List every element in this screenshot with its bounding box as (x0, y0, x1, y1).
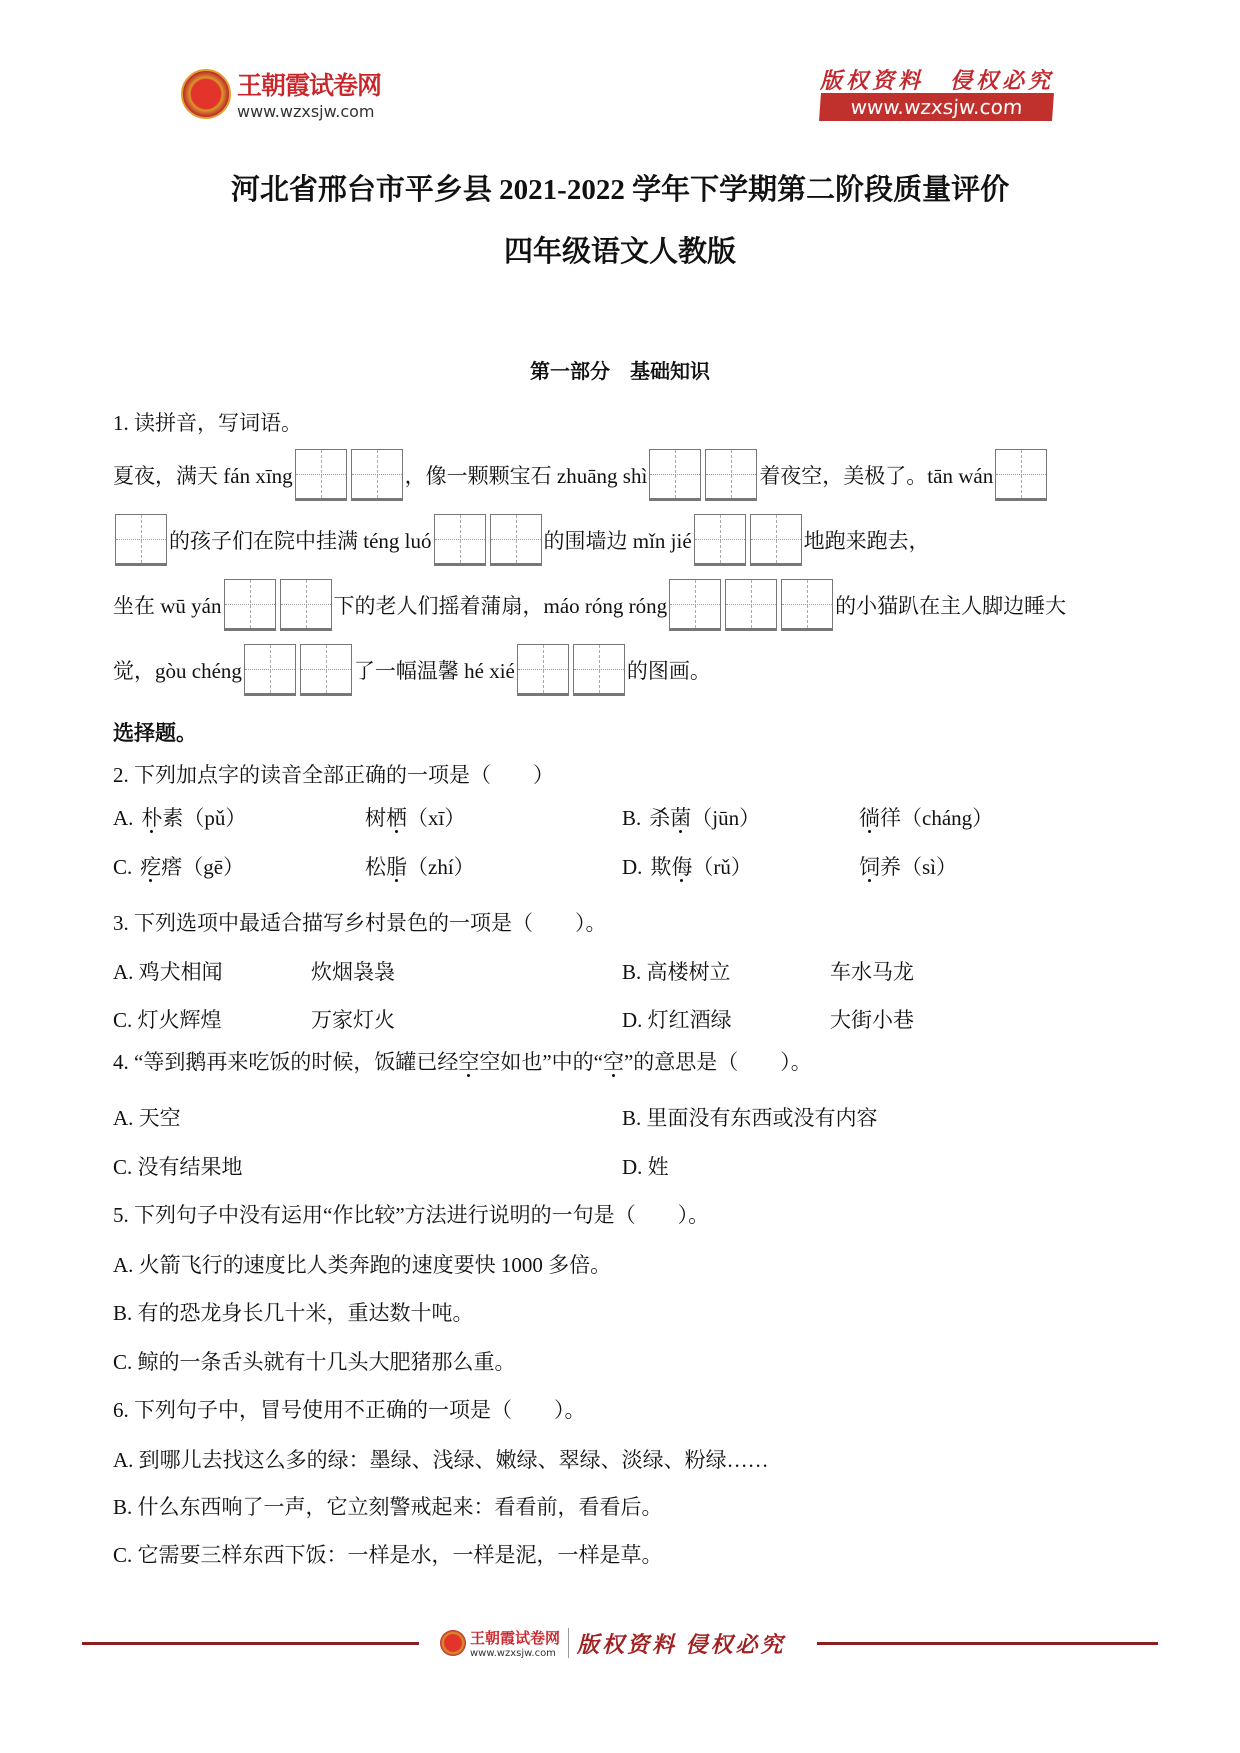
q1-text: 的围墙边 mǐn jié (543, 529, 692, 553)
q2-option (365, 803, 465, 833)
q1-line-2 (113, 512, 930, 568)
answer-box[interactable] (115, 514, 167, 566)
q1-text: 下的老人们摇着蒲扇，máo róng róng (333, 594, 668, 618)
q1-text: 坐在 wū yán (113, 594, 222, 618)
q2-option (859, 852, 957, 882)
q1-text: ，像一颗颗宝石 zhuāng shì (404, 464, 648, 488)
footer-logo-name: 王朝霞试卷网 (470, 1629, 561, 1647)
q6-prompt: 6. 下列句子中，冒号使用不正确的一项是（ ）。 (113, 1398, 586, 1422)
copyright-url: www.wzxsjw.com (819, 93, 1054, 121)
q6-option-b[interactable]: B. 什么东西响了一声，它立刻警戒起来：看看前，看看后。 (113, 1495, 663, 1519)
q1-text: 夏夜，满天 fán xīng (113, 464, 293, 488)
q1-text: 地跑来跑去， (803, 529, 930, 553)
q3-option-text: 炊烟袅袅 (311, 960, 395, 984)
q2-option-text: 树 (365, 806, 386, 830)
answer-box[interactable] (224, 579, 276, 631)
answer-box[interactable] (649, 449, 701, 501)
q2-option-label: D. (622, 855, 643, 879)
page-subtitle: 四年级语文人教版 (503, 236, 736, 268)
q1-text: 了一幅温馨 hé xié (353, 659, 515, 683)
copyright-notice: 版权资料 侵权必究 (820, 68, 1055, 93)
footer-seal-icon (440, 1630, 466, 1656)
footer-separator (568, 1628, 569, 1658)
answer-box[interactable] (490, 514, 542, 566)
answer-box[interactable] (705, 449, 757, 501)
footer-slogan: 版权资料 侵权必究 (577, 1631, 786, 1657)
q1-line-1 (113, 447, 1049, 503)
q2-option-text: 欺 (650, 855, 672, 879)
answer-box[interactable] (725, 579, 777, 631)
answer-box[interactable] (351, 449, 403, 501)
q2-option[interactable] (113, 852, 244, 882)
q4-dotted-char: 空 (602, 1050, 624, 1074)
q2-option-text: 养（sì） (880, 855, 958, 879)
answer-box[interactable] (669, 579, 721, 631)
footer-divider-right (817, 1642, 1158, 1645)
q3-option-c[interactable]: C. 灯火辉煌 (113, 1008, 222, 1032)
q4-options-row-1 (0, 1103, 1240, 1133)
q2-option-label: C. (113, 855, 133, 879)
q1-line-4 (113, 642, 711, 698)
q3-option-text: 万家灯火 (311, 1008, 395, 1032)
q6-option-a[interactable]: A. 到哪儿去找这么多的绿：墨绿、浅绿、嫩绿、翠绿、淡绿、粉绿…… (113, 1448, 769, 1472)
answer-box[interactable] (434, 514, 486, 566)
footer-logo (440, 1627, 786, 1659)
answer-box[interactable] (280, 579, 332, 631)
q2-option-text: （rǔ） (692, 855, 752, 879)
q3-option-b[interactable]: B. 高楼树立 (622, 960, 731, 984)
q4-dotted-char: 空 (458, 1050, 480, 1074)
q2-dotted-char: 疙 (140, 855, 162, 879)
answer-box[interactable] (244, 644, 296, 696)
q2-option (859, 803, 993, 833)
q1-line-3 (113, 577, 1066, 633)
q4-options-row-2 (0, 1152, 1240, 1182)
q2-option-text: （zhí） (407, 855, 475, 879)
q2-option-text: 徉（cháng） (880, 806, 994, 830)
q2-dotted-char: 栖 (386, 806, 407, 830)
q2-option[interactable] (622, 852, 752, 882)
q3-prompt: 3. 下列选项中最适合描写乡村景色的一项是（ ）。 (113, 911, 607, 935)
answer-box[interactable] (517, 644, 569, 696)
q4-option-d[interactable]: D. 姓 (622, 1155, 669, 1179)
q2-dotted-char: 饲 (859, 855, 880, 879)
q3-options-row-1 (0, 957, 1240, 987)
q2-option-text: （xī） (407, 806, 466, 830)
q1-text: 觉，gòu chéng (113, 659, 242, 683)
q5-option-b[interactable]: B. 有的恐龙身长几十米，重达数十吨。 (113, 1301, 474, 1325)
q2-dotted-char: 侮 (671, 855, 693, 879)
q3-options-row-2 (0, 1005, 1240, 1035)
q4-option-a[interactable]: A. 天空 (113, 1106, 181, 1130)
q2-option-text: （jūn） (691, 806, 761, 830)
answer-box[interactable] (694, 514, 746, 566)
q3-option-d[interactable]: D. 灯红酒绿 (622, 1008, 732, 1032)
q6-option-c[interactable]: C. 它需要三样东西下饭：一样是水，一样是泥，一样是草。 (113, 1543, 663, 1567)
q1-prompt: 1. 读拼音，写词语。 (113, 411, 302, 435)
answer-box[interactable] (781, 579, 833, 631)
header-logo (181, 66, 381, 121)
logo-name: 王朝霞试卷网 (237, 71, 382, 100)
q4-prompt (113, 1047, 812, 1077)
q2-option-text: 杀 (649, 806, 671, 830)
q5-option-c[interactable]: C. 鲸的一条舌头就有十几头大肥猪那么重。 (113, 1350, 516, 1374)
q2-prompt: 2. 下列加点字的读音全部正确的一项是（ ） (113, 763, 554, 787)
q3-option-text: 大街小巷 (830, 1008, 914, 1032)
answer-box[interactable] (573, 644, 625, 696)
q1-text: 的图画。 (626, 659, 711, 683)
answer-box[interactable] (750, 514, 802, 566)
q1-text: 着夜空，美极了。tān wán (759, 464, 994, 488)
q3-option-text: 车水马龙 (830, 960, 914, 984)
q2-dotted-char: 徜 (859, 806, 880, 830)
q2-option-text: 松 (365, 855, 386, 879)
q5-option-a[interactable]: A. 火箭飞行的速度比人类奔跑的速度要快 1000 多倍。 (113, 1253, 612, 1277)
q4-text: 4. “等到鹅再来吃饭的时候，饭罐已经 (113, 1050, 459, 1074)
footer-divider-left (82, 1642, 419, 1645)
q4-text: 空如也”中的“ (479, 1050, 603, 1074)
q5-prompt: 5. 下列句子中没有运用“作比较”方法进行说明的一句是（ ）。 (113, 1203, 710, 1227)
section-heading: 第一部分 基础知识 (530, 361, 710, 383)
q4-option-c[interactable]: C. 没有结果地 (113, 1155, 243, 1179)
q2-dotted-char: 菌 (670, 806, 692, 830)
q2-dotted-char: 脂 (386, 855, 407, 879)
page-title: 河北省邢台市平乡县 2021-2022 学年下学期第二阶段质量评价 (230, 174, 1010, 206)
q4-option-b[interactable]: B. 里面没有东西或没有内容 (622, 1106, 878, 1130)
q2-option (365, 852, 475, 882)
q3-option-a[interactable]: A. 鸡犬相闻 (113, 960, 223, 984)
answer-box[interactable] (995, 449, 1047, 501)
q1-text: 的小猫趴在主人脚边睡大 (835, 594, 1067, 618)
footer-logo-url: www.wzxsjw.com (470, 1648, 556, 1659)
q1-text: 的孩子们在院中挂满 téng luó (169, 529, 432, 553)
q2-option[interactable] (113, 803, 246, 833)
q2-option-text: 瘩（gē） (161, 855, 245, 879)
answer-box[interactable] (295, 449, 347, 501)
q2-option-text: 素（pǔ） (162, 806, 247, 830)
choice-heading: 选择题。 (113, 721, 197, 745)
q2-dotted-char: 朴 (141, 806, 163, 830)
q2-option[interactable] (622, 803, 760, 833)
answer-box[interactable] (300, 644, 352, 696)
logo-seal-icon (181, 69, 231, 119)
logo-url: www.wzxsjw.com (237, 102, 375, 121)
q2-option-label: B. (622, 806, 642, 830)
q4-text: ”的意思是（ ）。 (623, 1050, 812, 1074)
q2-option-label: A. (113, 806, 134, 830)
